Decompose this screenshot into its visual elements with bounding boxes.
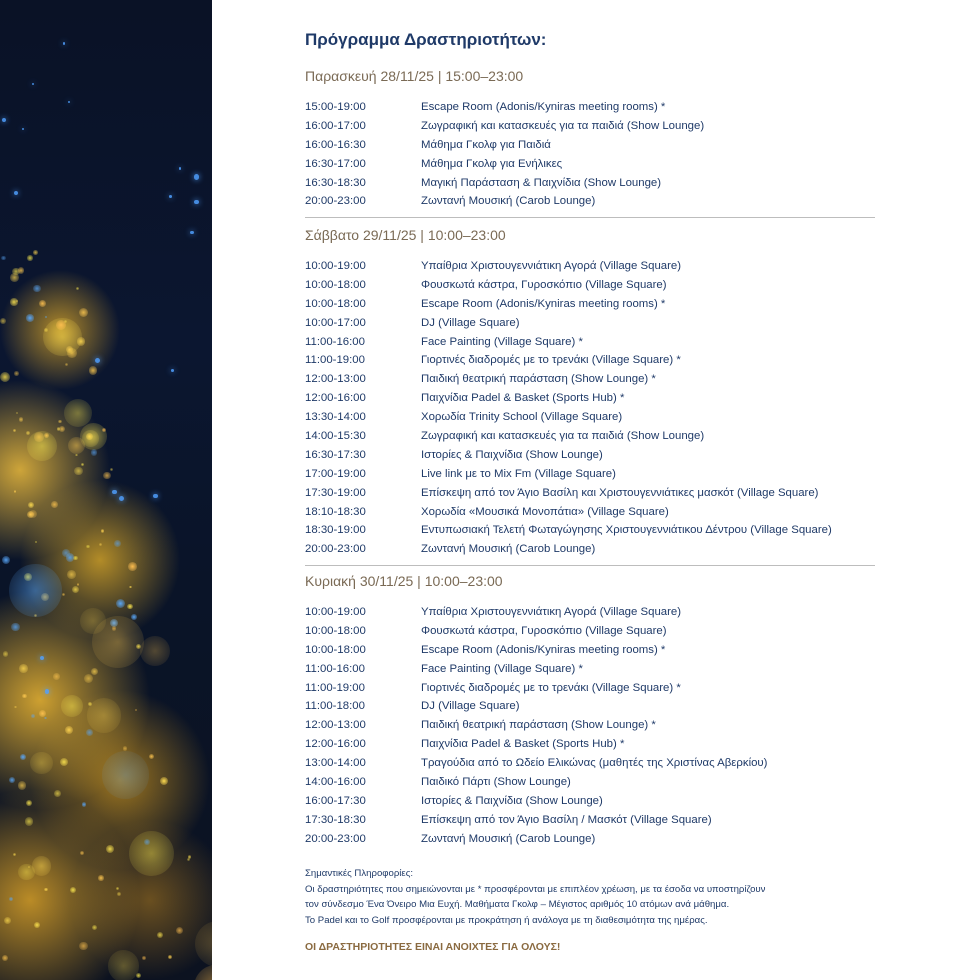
bokeh-light <box>79 308 88 317</box>
bokeh-light <box>9 897 13 901</box>
activity-name: Ζωγραφική και κατασκευές για τα παιδιά (Show Lounge) <box>421 119 705 132</box>
activity-name: Μάθημα Γκολφ για Παιδιά <box>421 138 551 151</box>
bokeh-light <box>64 320 67 323</box>
bokeh-light <box>34 922 40 928</box>
activity-name: DJ (Village Square) <box>421 700 520 713</box>
activity-name: DJ (Village Square) <box>421 316 520 329</box>
schedule-row <box>305 427 875 446</box>
blue-star <box>169 195 172 198</box>
page-title: Πρόγραμμα Δραστηριοτήτων: <box>305 30 547 49</box>
activity-time: 10:00-18:00 <box>305 643 366 656</box>
schedule-row <box>305 370 875 389</box>
bokeh-light <box>4 917 11 924</box>
bokeh-light <box>98 875 103 880</box>
blue-star <box>14 191 18 195</box>
bokeh-light <box>99 543 102 546</box>
bokeh-light <box>19 664 28 673</box>
activity-name: Γιορτινές διαδρομές με το τρενάκι (Village Square) * <box>421 681 681 694</box>
bokeh-light <box>61 695 83 717</box>
bokeh-light <box>102 751 149 798</box>
activity-name: Escape Room (Adonis/Kyniras meeting rooms) * <box>421 101 666 113</box>
bokeh-light <box>176 927 183 934</box>
bokeh-light <box>53 673 60 680</box>
schedule-row <box>305 446 875 465</box>
activity-name: Live link με το Mix Fm (Village Square) <box>421 467 616 480</box>
bokeh-light <box>14 371 18 375</box>
bokeh-light <box>2 556 11 565</box>
schedule-list <box>305 603 875 849</box>
bokeh-light <box>117 892 121 896</box>
bokeh-light <box>106 845 114 853</box>
schedule-row <box>305 697 875 716</box>
bokeh-light <box>79 942 87 950</box>
schedule-row <box>305 117 875 136</box>
activity-name: Ιστορίες & Παιχνίδια (Show Lounge) <box>421 794 603 807</box>
schedule-row <box>305 540 875 559</box>
activity-name: Φουσκωτά κάστρα, Γυροσκόπιο (Village Square) <box>421 278 667 291</box>
schedule-row <box>305 314 875 333</box>
blue-star <box>179 167 182 170</box>
bokeh-light <box>129 586 132 589</box>
activity-name: Χορωδία Trinity School (Village Square) <box>421 411 623 424</box>
day-heading: Σάββατο 29/11/25 | 10:00–23:00 <box>305 227 506 243</box>
schedule-list <box>305 98 875 211</box>
bokeh-light <box>11 623 20 632</box>
activity-name: Παιδικό Πάρτι (Show Lounge) <box>421 776 571 789</box>
bokeh-light <box>80 851 84 855</box>
bokeh-light <box>45 316 47 318</box>
bokeh-light <box>74 467 82 475</box>
bokeh-light <box>14 490 17 493</box>
schedule-row <box>305 192 875 211</box>
day-heading: Παρασκευή 28/11/25 | 15:00–23:00 <box>305 68 524 84</box>
bokeh-light <box>13 853 16 856</box>
activity-time: 16:30-18:30 <box>305 176 366 189</box>
bokeh-light <box>18 864 35 881</box>
blue-star <box>190 231 194 235</box>
bokeh-light <box>3 651 8 656</box>
bokeh-light <box>51 501 58 508</box>
bokeh-light <box>34 432 44 442</box>
schedule-row <box>305 98 875 117</box>
activity-name: Παιδική θεατρική παράσταση (Show Lounge) * <box>421 719 656 732</box>
notes-line: τον σύνδεσμο Ένα Όνειρο Μια Ευχή. Μαθήματα Γκολφ – Μέγιστος αριθμός 10 ατόμων ανά μάθημα. <box>305 899 730 910</box>
schedule-list <box>305 257 875 559</box>
activity-time: 12:00-16:00 <box>305 392 366 405</box>
activity-name: Υπαίθρια Χριστουγεννιάτικη Αγορά (Village Square) <box>421 606 682 618</box>
bokeh-light <box>82 802 87 807</box>
activity-time: 13:00-14:00 <box>305 757 366 770</box>
bokeh-light <box>72 586 79 593</box>
bokeh-light <box>76 287 79 290</box>
bokeh-light <box>9 777 15 783</box>
schedule-row <box>305 735 875 754</box>
blue-star <box>32 83 34 85</box>
activity-name: Γιορτινές διαδρομές με το τρενάκι (Village Square) * <box>421 354 681 367</box>
blue-star <box>2 118 6 122</box>
bokeh-light <box>10 273 19 282</box>
bokeh-light <box>127 604 133 610</box>
bokeh-light <box>194 965 212 980</box>
bokeh-light <box>187 858 190 861</box>
decorative-bokeh-panel <box>0 0 212 980</box>
bokeh-light <box>44 888 48 892</box>
schedule-row <box>305 603 875 622</box>
bokeh-light <box>60 758 68 766</box>
bokeh-light <box>31 714 35 718</box>
bokeh-light <box>62 549 70 557</box>
bokeh-light <box>2 955 8 961</box>
bokeh-light <box>22 694 27 699</box>
schedule-row <box>305 155 875 174</box>
schedule-row <box>305 716 875 735</box>
bokeh-light <box>26 800 32 806</box>
bokeh-light <box>116 599 125 608</box>
bokeh-light <box>18 781 26 789</box>
bokeh-light <box>157 932 163 938</box>
bokeh-light <box>39 710 46 717</box>
bokeh-light <box>92 616 144 668</box>
bokeh-light <box>59 426 65 432</box>
activity-time: 10:00-18:00 <box>305 297 366 310</box>
activity-name: Escape Room (Adonis/Kyniras meeting rooms) * <box>421 643 666 656</box>
bokeh-light <box>65 363 69 367</box>
schedule-row <box>305 389 875 408</box>
activity-time: 20:00-23:00 <box>305 832 366 845</box>
blue-star <box>22 128 24 130</box>
activity-time: 16:30-17:30 <box>305 448 366 461</box>
activity-time: 10:00-19:00 <box>305 260 366 272</box>
activity-time: 17:00-19:00 <box>305 467 366 480</box>
schedule-row <box>305 136 875 155</box>
activity-time: 16:00-16:30 <box>305 138 366 151</box>
bokeh-light <box>27 255 33 261</box>
blue-star <box>194 200 198 204</box>
blue-star <box>40 656 44 660</box>
blue-star <box>45 689 50 694</box>
activity-time: 11:00-19:00 <box>305 354 365 367</box>
activity-name: Face Painting (Village Square) * <box>421 662 583 675</box>
activity-name: Ζωντανή Μουσική (Carob Lounge) <box>421 195 596 208</box>
bokeh-light <box>91 668 98 675</box>
blue-star <box>119 496 124 501</box>
bokeh-light <box>62 593 65 596</box>
bokeh-light <box>84 674 93 683</box>
bokeh-light <box>110 468 113 471</box>
day-section-sunday <box>305 573 875 849</box>
bokeh-light <box>70 887 77 894</box>
blue-star <box>68 101 70 103</box>
activity-time: 10:00-18:00 <box>305 624 366 637</box>
bokeh-light <box>20 754 26 760</box>
schedule-row <box>305 811 875 830</box>
activity-time: 12:00-13:00 <box>305 719 366 732</box>
bokeh-light <box>35 541 37 543</box>
bokeh-light <box>160 777 169 786</box>
bokeh-light <box>67 570 76 579</box>
bokeh-light <box>9 564 62 617</box>
activity-time: 10:00-17:00 <box>305 316 366 329</box>
schedule-row <box>305 641 875 660</box>
bokeh-light <box>77 337 85 345</box>
schedule-row <box>305 333 875 352</box>
activity-time: 10:00-18:00 <box>305 278 366 291</box>
schedule-row <box>305 174 875 193</box>
schedule-row <box>305 792 875 811</box>
schedule-row <box>305 465 875 484</box>
day-heading: Κυριακή 30/11/25 | 10:00–23:00 <box>305 573 503 589</box>
section-divider <box>305 565 875 566</box>
activity-time: 16:00-17:30 <box>305 794 366 807</box>
bokeh-light <box>75 454 78 457</box>
activity-name: Ζωντανή Μουσική (Carob Lounge) <box>421 543 596 556</box>
activity-name: Χορωδία «Μουσικά Μονοπάτια» (Village Square) <box>421 505 669 518</box>
bokeh-light <box>33 250 38 255</box>
schedule-row <box>305 276 875 295</box>
blue-star <box>112 490 117 495</box>
bokeh-light <box>13 429 15 431</box>
activity-name: Επίσκεψη από τον Άγιο Βασίλη / Μασκότ (Village Square) <box>421 813 712 826</box>
activity-time: 12:00-13:00 <box>305 373 366 386</box>
bokeh-light <box>103 472 111 480</box>
activity-time: 17:30-18:30 <box>305 813 366 826</box>
bokeh-light <box>114 540 122 548</box>
schedule-row <box>305 503 875 522</box>
bokeh-light <box>86 545 90 549</box>
notes-line: Οι δραστηριότητες που σημειώνονται με * προσφέρονται με επιπλέον χρέωση, με τα έσοδα να υποστηρίζουν <box>305 883 766 895</box>
activity-time: 12:00-16:00 <box>305 738 366 751</box>
bokeh-light <box>112 626 116 630</box>
activity-name: Ζωγραφική και κατασκευές για τα παιδιά (Show Lounge) <box>421 430 705 443</box>
bokeh-light <box>19 417 23 421</box>
day-section-saturday <box>305 227 875 559</box>
activity-time: 16:00-17:00 <box>305 119 366 132</box>
activity-time: 20:00-23:00 <box>305 543 366 556</box>
activity-time: 15:00-19:00 <box>305 101 366 113</box>
activity-name: Παιδική θεατρική παράσταση (Show Lounge) * <box>421 373 656 386</box>
schedule-row <box>305 484 875 503</box>
activity-name: Ζωντανή Μουσική (Carob Lounge) <box>421 832 596 845</box>
schedule-row <box>305 660 875 679</box>
bokeh-light <box>39 300 46 307</box>
bokeh-light <box>195 921 212 967</box>
activity-time: 18:10-18:30 <box>305 505 366 518</box>
schedule-row <box>305 521 875 540</box>
bokeh-light <box>1 256 5 260</box>
bokeh-light <box>18 267 25 274</box>
schedule-row <box>305 257 875 276</box>
activity-name: Παιχνίδια Padel & Basket (Sports Hub) * <box>421 392 625 405</box>
notes-line: Το Padel και το Golf προσφέρονται με προκράτηση ή ανάλογα με τη διαθεσιμότητα της ημέρας. <box>305 914 708 926</box>
activity-time: 11:00-19:00 <box>305 681 365 694</box>
activity-time: 14:00-15:30 <box>305 430 366 443</box>
schedule-row <box>305 830 875 849</box>
blue-star <box>171 369 174 372</box>
bokeh-light <box>108 950 140 980</box>
bokeh-light <box>26 314 33 321</box>
activity-name: Escape Room (Adonis/Kyniras meeting rooms) * <box>421 297 666 310</box>
schedule-row <box>305 408 875 427</box>
activity-time: 18:30-19:00 <box>305 524 366 537</box>
activity-time: 16:30-17:00 <box>305 157 366 170</box>
bokeh-light <box>29 510 37 518</box>
open-to-all-banner: ΟΙ ΔΡΑΣΤΗΡΙΟΤΗΤΕΣ ΕΙΝΑΙ ΑΝΟΙΧΤΕΣ ΓΙΑ ΟΛΟΥΣ! <box>305 941 561 953</box>
bokeh-light <box>64 399 92 427</box>
activity-name: Επίσκεψη από τον Άγιο Βασίλη και Χριστουγεννιάτικες μασκότ (Village Square) <box>421 486 819 499</box>
bokeh-light <box>101 529 105 533</box>
activity-time: 14:00-16:00 <box>305 776 366 789</box>
bokeh-light <box>168 955 172 959</box>
bokeh-light <box>32 856 51 875</box>
schedule-row <box>305 754 875 773</box>
bokeh-light <box>25 817 33 825</box>
bokeh-light <box>10 298 17 305</box>
bokeh-light <box>89 366 97 374</box>
activity-name: Εντυπωσιακή Τελετή Φωταγώγησης Χριστουγεννιάτικου Δέντρου (Village Square) <box>421 524 832 537</box>
blue-star <box>95 358 100 363</box>
bokeh-light <box>149 754 154 759</box>
activity-time: 13:30-14:00 <box>305 411 366 424</box>
schedule-row <box>305 351 875 370</box>
bokeh-light <box>0 318 6 324</box>
bokeh-light <box>135 709 137 711</box>
important-info <box>305 866 875 928</box>
activity-name: Face Painting (Village Square) * <box>421 335 583 348</box>
bokeh-light <box>14 706 17 709</box>
activity-time: 20:00-23:00 <box>305 195 366 208</box>
bokeh-light <box>28 502 34 508</box>
bokeh-light <box>81 463 84 466</box>
bokeh-light <box>54 790 61 797</box>
bokeh-light <box>91 449 97 455</box>
bokeh-light <box>140 636 170 666</box>
activity-name: Φουσκωτά κάστρα, Γυροσκόπιο (Village Square) <box>421 624 667 637</box>
activity-time: 17:30-19:00 <box>305 486 366 499</box>
bokeh-light <box>0 372 10 382</box>
bokeh-light <box>82 430 99 447</box>
activity-name: Τραγούδια από το Ωδείο Ελικώνας (μαθητές της Χριστίνας Αβερκίου) <box>421 757 768 770</box>
bokeh-light <box>44 717 47 720</box>
bokeh-light <box>92 925 98 931</box>
activity-name: Ιστορίες & Παιχνίδια (Show Lounge) <box>421 448 603 461</box>
bokeh-light <box>30 752 52 774</box>
blue-star <box>63 42 66 45</box>
activity-time: 11:00-16:00 <box>305 335 365 348</box>
schedule-row <box>305 773 875 792</box>
notes-heading: Σημαντικές Πληροφορίες: <box>305 868 413 879</box>
activity-time: 10:00-19:00 <box>305 606 366 618</box>
schedule-content <box>305 0 880 980</box>
bokeh-light <box>116 887 119 890</box>
activity-name: Μαγική Παράσταση & Παιχνίδια (Show Lounge) <box>421 176 662 189</box>
activity-time: 11:00-16:00 <box>305 662 365 675</box>
blue-star <box>153 494 157 498</box>
activity-name: Υπαίθρια Χριστουγεννιάτικη Αγορά (Village Square) <box>421 260 682 272</box>
bokeh-light <box>86 729 93 736</box>
blue-star <box>194 174 199 179</box>
activity-name: Μάθημα Γκολφ για Ενήλικες <box>421 157 563 170</box>
bokeh-light <box>16 412 18 414</box>
schedule-row <box>305 295 875 314</box>
activity-name: Παιχνίδια Padel & Basket (Sports Hub) * <box>421 738 625 751</box>
bokeh-light <box>65 726 73 734</box>
bokeh-light <box>33 285 40 292</box>
bokeh-light <box>128 562 137 571</box>
bokeh-light <box>58 420 61 423</box>
activity-time: 11:00-18:00 <box>305 700 365 713</box>
day-section-friday <box>305 68 875 211</box>
schedule-row <box>305 679 875 698</box>
section-divider <box>305 217 875 218</box>
schedule-row <box>305 622 875 641</box>
bokeh-light <box>26 431 30 435</box>
bokeh-light <box>142 956 145 959</box>
bokeh-light <box>129 831 174 876</box>
